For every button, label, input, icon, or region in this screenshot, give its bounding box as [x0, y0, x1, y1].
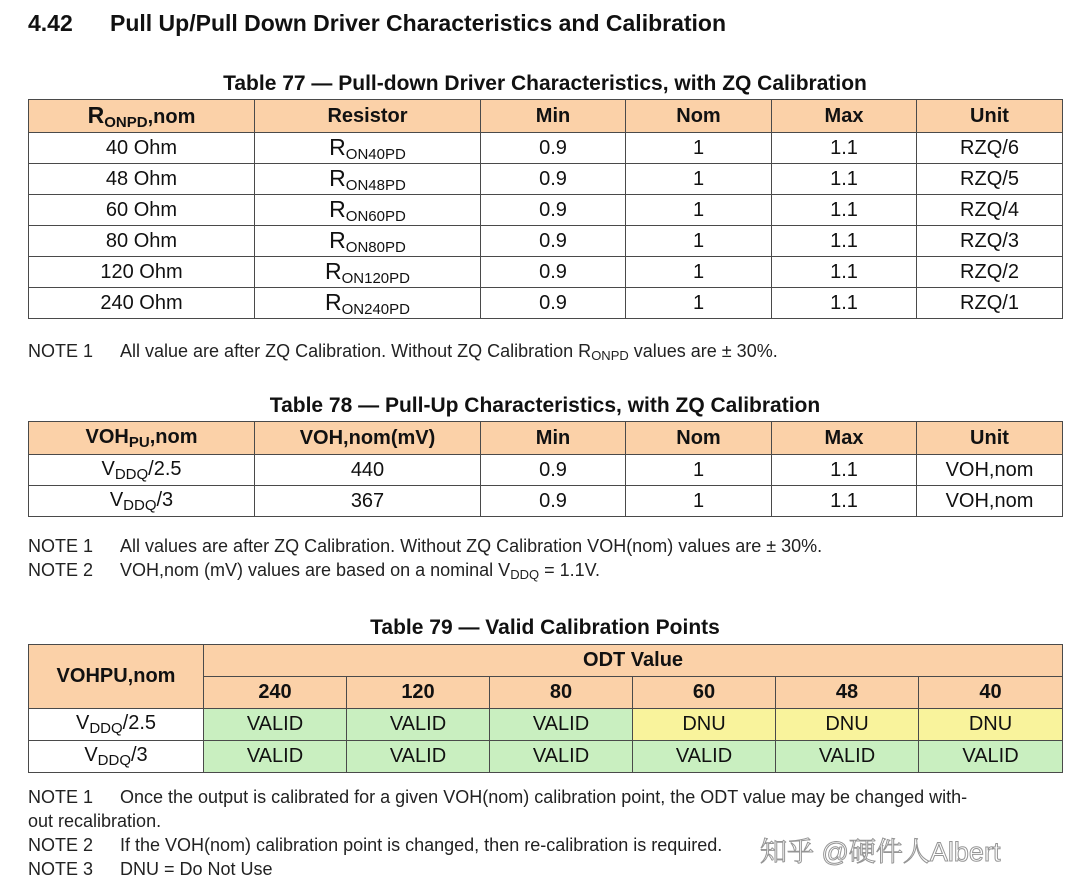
- max-cell: 1.1: [772, 486, 917, 517]
- table-row: [29, 164, 1063, 195]
- nom-cell: 1: [626, 455, 772, 486]
- table79-odt-group-header: ODT Value: [204, 645, 1063, 677]
- unit-cell: VOH,nom: [917, 486, 1063, 517]
- ohm-cell: 120 Ohm: [29, 257, 255, 288]
- min-cell: 0.9: [481, 226, 626, 257]
- unit-cell: VOH,nom: [917, 455, 1063, 486]
- nom-cell: 1: [626, 486, 772, 517]
- table78-note-1: NOTE 1 All values are after ZQ Calibration. Without ZQ Calibration VOH(nom) values are ± 30%.: [28, 536, 823, 556]
- nom-cell: 1: [626, 226, 772, 257]
- odt-header-40: 40: [919, 677, 1063, 709]
- table78-notes: [28, 534, 1073, 587]
- unit-cell: RZQ/5: [917, 164, 1063, 195]
- valid-cell: VALID: [347, 741, 490, 773]
- dnu-cell: DNU: [776, 709, 919, 741]
- table77-header-ronpd: $R_{ONPD},nom$: [29, 100, 255, 133]
- min-cell: 0.9: [481, 164, 626, 195]
- odt-header-60: 60: [633, 677, 776, 709]
- mv-cell: 440: [255, 455, 481, 486]
- table77-caption: Table 77 — Pull-down Driver Characteristics, with ZQ Calibration: [223, 72, 867, 95]
- table79-corner-header: VOHPU,nom: [29, 645, 204, 709]
- table79-header-row: [29, 645, 1063, 677]
- table77-header-max: Max: [772, 100, 917, 133]
- max-cell: 1.1: [772, 195, 917, 226]
- ohm-cell: 60 Ohm: [29, 195, 255, 226]
- section-number: 4.42: [28, 10, 73, 36]
- valid-cell: VALID: [347, 709, 490, 741]
- vddq-cell: $V_{DDQ}/3$: [29, 486, 255, 517]
- unit-cell: RZQ/6: [917, 133, 1063, 164]
- min-cell: 0.9: [481, 486, 626, 517]
- unit-cell: RZQ/1: [917, 288, 1063, 319]
- min-cell: 0.9: [481, 257, 626, 288]
- mv-cell: 367: [255, 486, 481, 517]
- watermark: 知乎 @硬件人Albert: [760, 837, 1001, 867]
- odt-header-80: 80: [490, 677, 633, 709]
- nom-cell: 1: [626, 257, 772, 288]
- table77-header-unit: Unit: [917, 100, 1063, 133]
- table-row: [29, 226, 1063, 257]
- table79-note-1: NOTE 1 Once the output is calibrated for a given VOH(nom) calibration point, the ODT value may be changed with-: [28, 787, 968, 807]
- table78-note-2: NOTE 2 VOH,nom (mV) values are based on a nominal $V_{DDQ} = 1.1V$.: [28, 560, 600, 582]
- table-row: [29, 709, 1063, 741]
- table77-header-nom: Nom: [626, 100, 772, 133]
- max-cell: 1.1: [772, 164, 917, 195]
- table-row: [29, 486, 1063, 517]
- vddq-cell: $V_{DDQ}/2.5$: [29, 455, 255, 486]
- unit-cell: RZQ/4: [917, 195, 1063, 226]
- ohm-cell: 40 Ohm: [29, 133, 255, 164]
- min-cell: 0.9: [481, 455, 626, 486]
- valid-cell: VALID: [919, 741, 1063, 773]
- resistor-cell: $R_{ON60PD}$: [255, 195, 481, 226]
- table-row: [29, 195, 1063, 226]
- valid-cell: VALID: [490, 709, 633, 741]
- vddq-cell: $V_{DDQ}/2.5$: [29, 709, 204, 741]
- table79-caption: Table 79 — Valid Calibration Points: [370, 616, 720, 639]
- resistor-cell: $R_{ON120PD}$: [255, 257, 481, 288]
- dnu-cell: DNU: [919, 709, 1063, 741]
- max-cell: 1.1: [772, 455, 917, 486]
- resistor-cell: $R_{ON80PD}$: [255, 226, 481, 257]
- table77-header-min: Min: [481, 100, 626, 133]
- resistor-cell: $R_{ON240PD}$: [255, 288, 481, 319]
- valid-cell: VALID: [204, 709, 347, 741]
- table78-header-row: [29, 422, 1063, 455]
- table78-header-nom: Nom: [626, 422, 772, 455]
- table77-header-row: [29, 100, 1063, 133]
- resistor-cell: $R_{ON40PD}$: [255, 133, 481, 164]
- section-title: Pull Up/Pull Down Driver Characteristics and Calibration: [110, 10, 727, 36]
- table77-notes: [28, 339, 1073, 368]
- table78-header-max: Max: [772, 422, 917, 455]
- min-cell: 0.9: [481, 133, 626, 164]
- table78-header-unit: Unit: [917, 422, 1063, 455]
- odt-header-48: 48: [776, 677, 919, 709]
- min-cell: 0.9: [481, 288, 626, 319]
- table-row: [29, 133, 1063, 164]
- vddq-cell: $V_{DDQ}/3$: [29, 741, 204, 773]
- max-cell: 1.1: [772, 133, 917, 164]
- dnu-cell: DNU: [633, 709, 776, 741]
- max-cell: 1.1: [772, 288, 917, 319]
- table78-header-voh-mv: VOH,nom(mV): [255, 422, 481, 455]
- valid-cell: VALID: [776, 741, 919, 773]
- unit-cell: RZQ/2: [917, 257, 1063, 288]
- ohm-cell: 80 Ohm: [29, 226, 255, 257]
- table79-note-2: NOTE 2 If the VOH(nom) calibration point is changed, then re-calibration is required.: [28, 835, 723, 855]
- table79-note-1-continued: out recalibration.: [28, 811, 162, 831]
- unit-cell: RZQ/3: [917, 226, 1063, 257]
- resistor-cell: $R_{ON48PD}$: [255, 164, 481, 195]
- min-cell: 0.9: [481, 195, 626, 226]
- odt-header-240: 240: [204, 677, 347, 709]
- table78: [28, 421, 1063, 517]
- ohm-cell: 48 Ohm: [29, 164, 255, 195]
- table78-header-min: Min: [481, 422, 626, 455]
- table78-caption: Table 78 — Pull-Up Characteristics, with ZQ Calibration: [269, 394, 821, 417]
- table79-note-3: NOTE 3 DNU = Do Not Use: [28, 859, 273, 879]
- valid-cell: VALID: [204, 741, 347, 773]
- max-cell: 1.1: [772, 257, 917, 288]
- max-cell: 1.1: [772, 226, 917, 257]
- table77-header-resistor: Resistor: [255, 100, 481, 133]
- odt-header-120: 120: [347, 677, 490, 709]
- valid-cell: VALID: [490, 741, 633, 773]
- valid-cell: VALID: [633, 741, 776, 773]
- nom-cell: 1: [626, 164, 772, 195]
- table77: [28, 99, 1063, 319]
- nom-cell: 1: [626, 288, 772, 319]
- table79: [28, 644, 1063, 773]
- section-heading: [28, 10, 726, 37]
- table-row: [29, 741, 1063, 773]
- table-row: [29, 455, 1063, 486]
- table-row: [29, 288, 1063, 319]
- nom-cell: 1: [626, 133, 772, 164]
- table-row: [29, 257, 1063, 288]
- nom-cell: 1: [626, 195, 772, 226]
- table77-note-1: NOTE 1 All value are after ZQ Calibration. Without ZQ Calibration $R_{ONPD}$ values are ± 30%.: [28, 341, 778, 363]
- ohm-cell: 240 Ohm: [29, 288, 255, 319]
- table78-header-vohpu: $VOH_{PU},nom$: [29, 422, 255, 455]
